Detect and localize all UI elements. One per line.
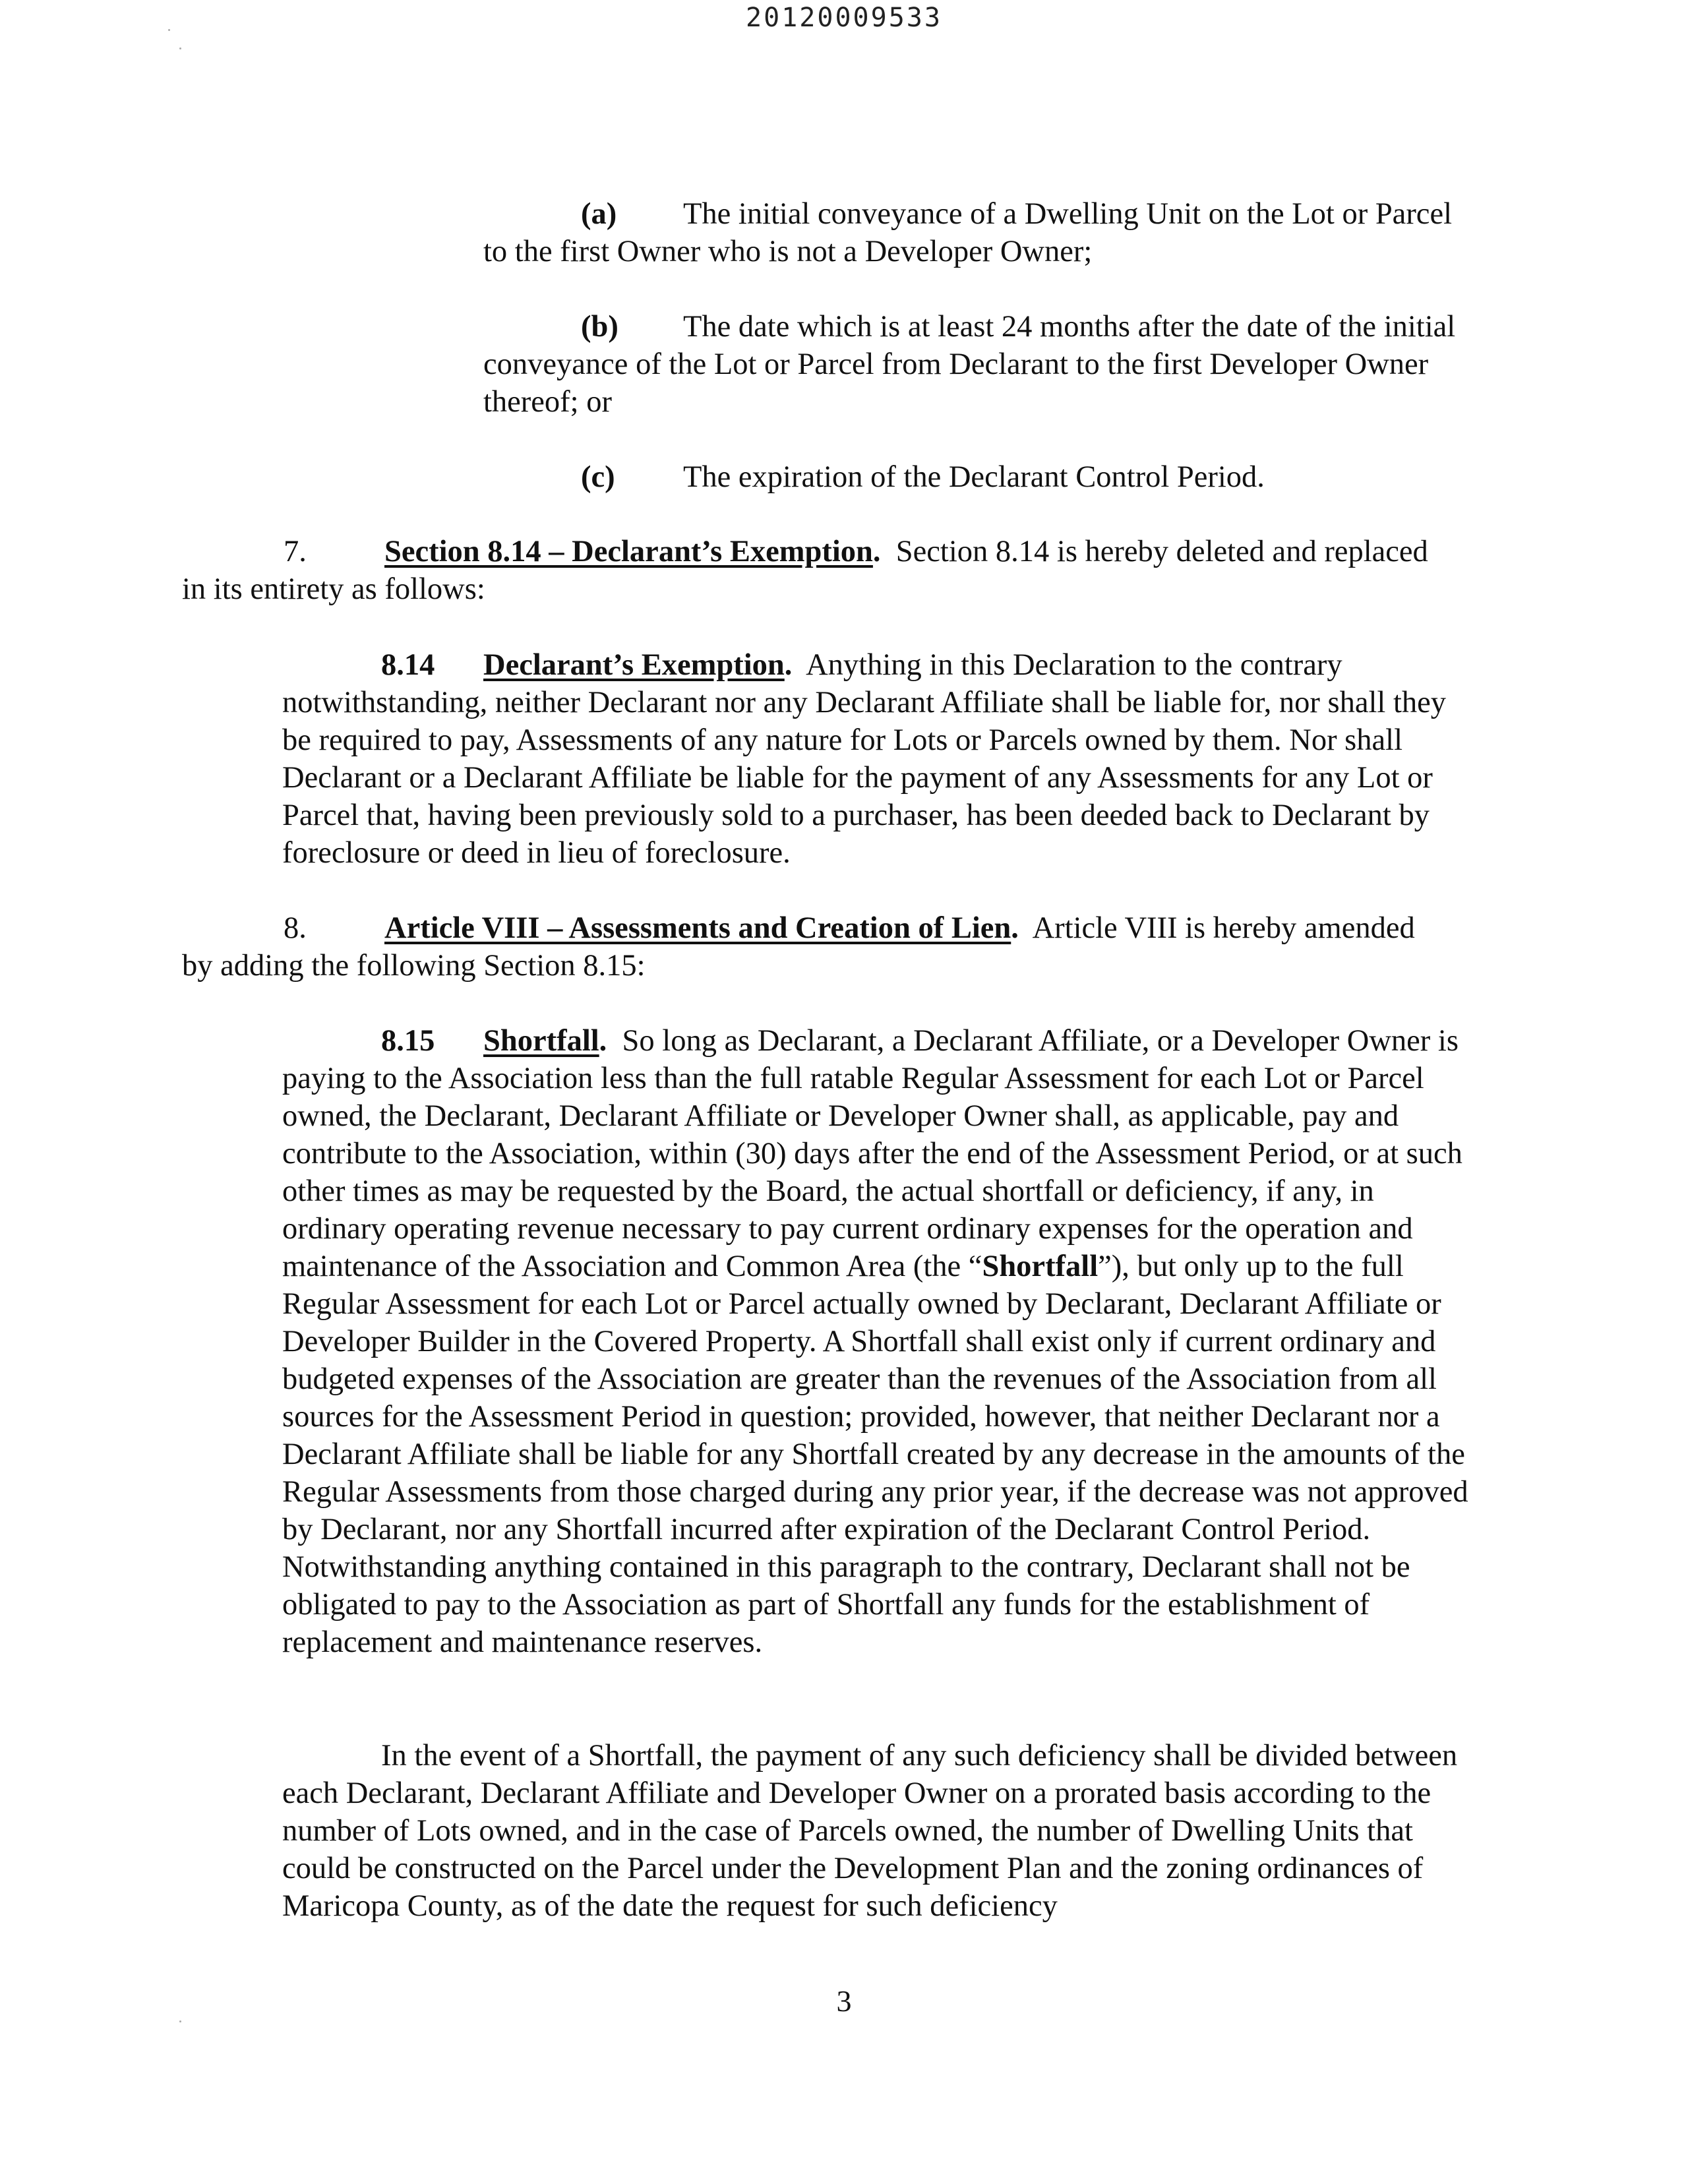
section-8-14-number: 8.14 <box>381 648 435 682</box>
section-8-14-text: Anything in this Declaration to the contrary notwithstanding, neither Declarant nor any Declarant Affiliate shall be liable for, nor shall they be required to pay, Assessments of any nature for Lots or Parcels owned by them. Nor shall Declarant or a Declarant Affiliate be liable for the payment of any Assessments for any Lot or Parcel that, having been previously sold to a purchaser, has been deeded back to Declarant by foreclosure or deed in lieu of foreclosure. <box>282 648 1447 870</box>
article-7 <box>182 533 1435 608</box>
subitem-b-text: The date which is at least 24 months after the date of the initial conveyance of the Lot or Parcel from Declarant to the first Developer Owner thereof; or <box>483 310 1456 419</box>
subitem-a-text: The initial conveyance of a Dwelling Unit on the Lot or Parcel to the first Owner who is not a Developer Owner; <box>483 197 1452 268</box>
section-8-15-text-part1: So long as Declarant, a Declarant Affiliate, or a Developer Owner is paying to the Association less than the full ratable Regular Assessment for each Lot or Parcel owned, the Declarant, Declarant Affiliate or Developer Owner shall, as applicable, pay and contribute to the Association, within (30) days after the end of the Assessment Period, or at such other times as may be requested by the Board, the actual shortfall or deficiency, if any, in ordinary operating revenue necessary to pay current ordinary expenses for the operation and maintenance of the Association and Common Area (the “ <box>282 1024 1462 1283</box>
subitem-a <box>483 195 1472 270</box>
article-7-title: Section 8.14 – Declarant’s Exemption <box>384 535 873 568</box>
section-8-15-number: 8.15 <box>381 1024 435 1058</box>
section-8-15-title: Shortfall <box>483 1024 599 1058</box>
section-8-15-paragraph-2-text: In the event of a Shortfall, the payment of any such deficiency shall be divided between each Declarant, Declarant Affiliate and Developer Owner on a prorated basis according to the number of Lots owned, and in the case of Parcels owned, the number of Dwelling Units that could be constructed on the Parcel under the Development Plan and the zoning ordinances of Maricopa County, as of the date the request for such deficiency <box>282 1739 1458 1923</box>
subitem-b <box>483 308 1472 421</box>
scan-speck <box>168 29 170 31</box>
article-8-text: Article VIII is hereby amended by adding the following Section 8.15: <box>182 911 1415 983</box>
section-8-15-paragraph-2 <box>282 1737 1476 1925</box>
subitem-b-label: (b) <box>581 310 618 344</box>
recording-number: 20120009533 <box>746 3 942 33</box>
section-8-14-title-period: . <box>784 648 793 682</box>
article-7-number: 7. <box>284 535 307 568</box>
subitem-a-label: (a) <box>581 197 617 231</box>
section-8-15-title-period: . <box>599 1024 607 1058</box>
section-8-14-title: Declarant’s Exemption <box>483 648 785 682</box>
section-8-15 <box>282 1022 1476 1661</box>
subitem-c-label: (c) <box>581 460 615 494</box>
subitem-c <box>483 458 1472 496</box>
scan-speck <box>179 2020 181 2022</box>
article-8-number: 8. <box>284 911 307 945</box>
section-8-14 <box>282 646 1476 872</box>
article-8 <box>182 909 1435 985</box>
page-number: 3 <box>836 1984 852 2018</box>
section-8-15-text-part2: ”), but only up to the full Regular Assessment for each Lot or Parcel actually owned by Declarant, Declarant Affiliate or Developer Builder in the Covered Property. A Shortfall shall exist only if current ordinary and budgeted expenses of the Association are greater than the revenues of the Association from all sources for the Assessment Period in question; provided, however, that neither Declarant nor a Declarant Affiliate shall be liable for any Shortfall created by any decrease in the amounts of the Regular Assessments from those charged during any prior year, if the decrease was not approved by Declarant, nor any Shortfall incurred after expiration of the Declarant Control Period. Notwithstanding anything contained in this paragraph to the contrary, Declarant shall not be obligated to pay to the Association as part of Shortfall any funds for the establishment of replacement and maintenance reserves. <box>282 1250 1468 1659</box>
article-7-title-period: . <box>872 535 881 568</box>
article-8-title: Article VIII – Assessments and Creation of Lien <box>384 911 1011 945</box>
shortfall-defined-term: Shortfall <box>982 1250 1099 1283</box>
scan-speck <box>179 47 181 49</box>
article-7-text: Section 8.14 is hereby deleted and replaced in its entirety as follows: <box>182 535 1428 606</box>
subitem-c-text: The expiration of the Declarant Control Period. <box>683 460 1265 494</box>
article-8-title-period: . <box>1011 911 1019 945</box>
